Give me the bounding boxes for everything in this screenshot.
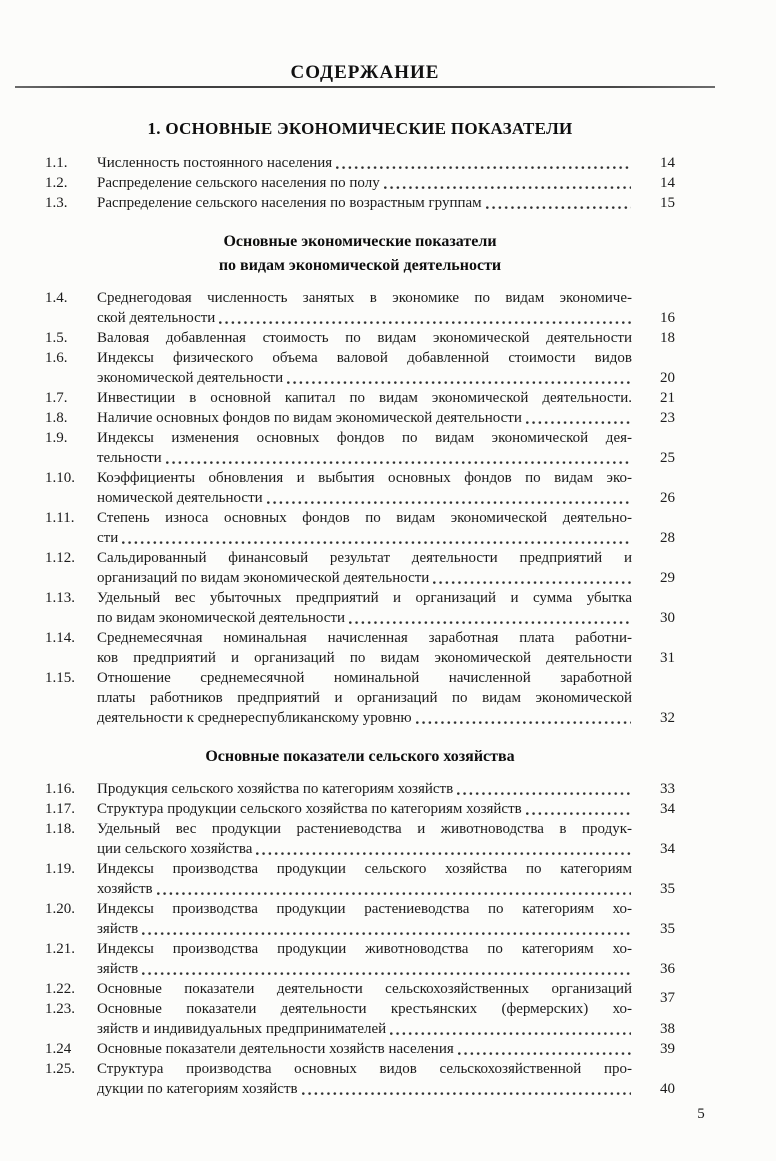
entry-body: [97, 428, 632, 468]
toc-entry: [45, 779, 675, 799]
toc-entry: [45, 548, 675, 588]
dot-leader: [256, 852, 631, 856]
entry-page-number: 20: [660, 370, 675, 386]
entry-text-line: Индексы физического объема валовой добавленной стоимости видов: [97, 350, 632, 366]
entry-text-line: Среднегодовая численность занятых в экономике по видам экономиче-: [97, 290, 632, 306]
toc-entry: [45, 1059, 675, 1099]
dot-leader: [267, 501, 631, 505]
entry-page-number: 35: [660, 921, 675, 937]
entry-text: Структура продукции сельского хозяйства по категориям хозяйств: [97, 801, 522, 817]
toc-entry: [45, 153, 675, 173]
toc-entry: [45, 288, 675, 328]
entry-text: номической деятельности: [97, 490, 263, 506]
entry-body: [97, 779, 632, 799]
entry-text: дукции по категориям хозяйств: [97, 1081, 298, 1097]
entry-text: зяйств и индивидуальных предпринимателей: [97, 1021, 387, 1037]
dot-leader: [349, 621, 631, 625]
toc-entry: [45, 939, 675, 979]
entry-text-line: Валовая добавленная стоимость по видам экономической деятельности: [97, 330, 632, 346]
dot-leader: [458, 1052, 631, 1056]
toc-entry: [45, 899, 675, 939]
entry-text-line: [97, 528, 632, 548]
toc-sections: [0, 117, 776, 1099]
entry-text-line: [97, 193, 632, 213]
toc-entry: [45, 388, 675, 408]
dot-leader: [302, 1092, 631, 1096]
entry-page-number: 25: [660, 450, 675, 466]
entry-text: хозяйств: [97, 881, 153, 897]
dot-leader: [287, 381, 631, 385]
page-number: 5: [697, 1106, 705, 1122]
entry-body: [97, 348, 632, 388]
entry-page-number: 15: [660, 195, 675, 211]
entry-text: Продукция сельского хозяйства по категориям хозяйств: [97, 781, 454, 797]
entry-body: [97, 899, 632, 939]
entry-page-number: 38: [660, 1021, 675, 1037]
entry-body: [97, 668, 632, 728]
entry-number: 1.3.: [45, 195, 68, 211]
entry-number: 1.1.: [45, 155, 68, 171]
dot-leader: [390, 1032, 631, 1036]
entry-body: [97, 408, 632, 428]
entry-text-line: [97, 153, 632, 173]
entry-number: 1.24: [45, 1041, 72, 1057]
entry-text: тельности: [97, 450, 162, 466]
entry-text: Наличие основных фондов по видам экономической деятельности: [97, 410, 522, 426]
toc-entry: [45, 628, 675, 668]
entry-text-line: [97, 779, 632, 799]
toc-entry: [45, 348, 675, 388]
entry-number: 1.10.: [45, 470, 75, 486]
dot-leader: [526, 812, 631, 816]
entry-number: 1.17.: [45, 801, 75, 817]
entry-text: деятельности к среднереспубликанскому уровню: [97, 710, 412, 726]
section-heading: [45, 117, 675, 141]
toc-entry: [45, 1039, 675, 1059]
entry-text-line: Степень износа основных фондов по видам экономической деятельно-: [97, 510, 632, 526]
dot-leader: [384, 186, 631, 190]
entry-text-line: [97, 608, 632, 628]
entry-page-number: 29: [660, 570, 675, 586]
entry-text: Основные показатели деятельности хозяйств населения: [97, 1041, 454, 1057]
entry-number: 1.21.: [45, 941, 75, 957]
entry-text-line: Отношение среднемесячной номинальной начисленной заработной: [97, 670, 632, 686]
entry-number: 1.9.: [45, 430, 68, 446]
entry-body: [97, 288, 632, 328]
section-heading-line: по видам экономической деятельности: [218, 257, 502, 274]
entry-text: зяйств: [97, 921, 139, 937]
entry-number: 1.6.: [45, 350, 68, 366]
entry-body: [97, 508, 632, 548]
dot-leader: [486, 206, 631, 210]
entry-page-number: 35: [660, 881, 675, 897]
entry-text-line: [97, 1079, 632, 1099]
entry-page-number: 34: [660, 841, 675, 857]
entry-page-number: 40: [660, 1081, 675, 1097]
dot-leader: [122, 541, 631, 545]
entry-page-number: 16: [660, 310, 675, 326]
toc-section: [45, 230, 675, 728]
toc-entry: [45, 979, 675, 1006]
entry-page-number: 28: [660, 530, 675, 546]
toc-entry: [45, 468, 675, 508]
dot-leader: [142, 932, 631, 936]
entry-text-line: Среднемесячная номинальная начисленная заработная плата работни-: [97, 630, 632, 646]
entry-text-line: [97, 799, 632, 819]
entry-page-number: 31: [660, 650, 675, 666]
entry-page-number: 39: [660, 1041, 675, 1057]
toc-entry: [45, 428, 675, 468]
entry-text-line: [97, 368, 632, 388]
entry-text: ции сельского хозяйства: [97, 841, 253, 857]
page-title: СОДЕРЖАНИЕ: [290, 62, 440, 83]
title-rule: [15, 86, 715, 88]
entry-body: [97, 173, 632, 193]
entry-text-line: Коэффициенты обновления и выбытия основных фондов по видам эко-: [97, 470, 632, 486]
toc-entry: [45, 508, 675, 548]
entry-number: 1.4.: [45, 290, 68, 306]
entry-text-line: [97, 919, 632, 939]
entry-body: [97, 799, 632, 819]
entry-page-number: 14: [660, 175, 675, 191]
entry-list: [45, 288, 675, 728]
entry-number: 1.20.: [45, 901, 75, 917]
entry-number: 1.12.: [45, 550, 75, 566]
entry-body: [97, 548, 632, 588]
entry-page-number: 34: [660, 801, 675, 817]
entry-body: [97, 1039, 632, 1059]
entry-page-number: 21: [660, 390, 675, 406]
entry-text-line: [97, 1039, 632, 1059]
entry-page-number: 37: [660, 990, 675, 1006]
entry-page-number: 23: [660, 410, 675, 426]
entry-body: [97, 979, 632, 999]
dot-leader: [457, 792, 631, 796]
entry-text-line: Индексы изменения основных фондов по видам экономической дея-: [97, 430, 632, 446]
entry-text-line: [97, 839, 632, 859]
entry-text-line: [97, 173, 632, 193]
entry-list: [45, 779, 675, 1099]
entry-text-line: [97, 308, 632, 328]
toc-entry: [45, 799, 675, 819]
toc-entry: [45, 819, 675, 859]
entry-text-line: Индексы производства продукции животноводства по категориям хо-: [97, 941, 632, 957]
entry-text-line: Индексы производства продукции сельского хозяйства по категориям: [97, 861, 632, 877]
entry-number: 1.14.: [45, 630, 75, 646]
toc-entry: [45, 588, 675, 628]
entry-body: [97, 153, 632, 173]
toc-entry: [45, 328, 675, 348]
entry-text: Распределение сельского населения по полу: [97, 175, 380, 191]
entry-text-line: ков предприятий и организаций по видам экономической деятельности: [97, 650, 632, 666]
entry-text: Распределение сельского населения по возрастным группам: [97, 195, 482, 211]
entry-text: ской деятельности: [97, 310, 216, 326]
entry-text-line: Удельный вес продукции растениеводства и животноводства в продук-: [97, 821, 632, 837]
entry-text: зяйств: [97, 961, 139, 977]
entry-page-number: 18: [660, 330, 675, 346]
entry-text: организаций по видам экономической деятельности: [97, 570, 430, 586]
entry-number: 1.16.: [45, 781, 75, 797]
entry-page-number: 26: [660, 490, 675, 506]
entry-page-number: 30: [660, 610, 675, 626]
entry-text-line: Удельный вес убыточных предприятий и организаций и сумма убытка: [97, 590, 632, 606]
entry-body: [97, 1059, 632, 1099]
entry-body: [97, 628, 632, 668]
dot-leader: [157, 892, 631, 896]
entry-number: 1.22.: [45, 981, 75, 997]
entry-number: 1.25.: [45, 1061, 75, 1077]
entry-text-line: Индексы производства продукции растениеводства по категориям хо-: [97, 901, 632, 917]
entry-text-line: [97, 959, 632, 979]
entry-body: [97, 588, 632, 628]
entry-text-line: [97, 448, 632, 468]
entry-text-line: Инвестиции в основной капитал по видам экономической деятельности.: [97, 390, 632, 406]
entry-body: [97, 193, 632, 213]
entry-number: 1.13.: [45, 590, 75, 606]
entry-number: 1.11.: [45, 510, 75, 526]
entry-text: экономической деятельности: [97, 370, 284, 386]
entry-body: [97, 819, 632, 859]
dot-leader: [219, 321, 631, 325]
entry-body: [97, 388, 632, 408]
entry-page-number: 14: [660, 155, 675, 171]
entry-number: 1.5.: [45, 330, 68, 346]
section-heading-line: Основные показатели сельского хозяйства: [205, 748, 515, 765]
entry-text-line: платы работников предприятий и организаций по видам экономической: [97, 690, 632, 706]
dot-leader: [142, 972, 631, 976]
entry-body: [97, 999, 632, 1039]
entry-text: по видам экономической деятельности: [97, 610, 346, 626]
toc-entry: [45, 999, 675, 1039]
dot-leader: [336, 166, 631, 170]
section-heading: [45, 745, 675, 769]
entry-text-line: [97, 708, 632, 728]
entry-number: 1.18.: [45, 821, 75, 837]
entry-body: [97, 859, 632, 899]
toc-entry: [45, 859, 675, 899]
section-heading-line: Основные экономические показатели: [223, 233, 497, 250]
entry-page-number: 33: [660, 781, 675, 797]
entry-number: 1.7.: [45, 390, 68, 406]
entry-text-line: [97, 1019, 632, 1039]
entry-text-line: Структура производства основных видов сельскохозяйственной про-: [97, 1061, 632, 1077]
entry-number: 1.19.: [45, 861, 75, 877]
entry-text-line: Сальдированный финансовый результат деятельности предприятий и: [97, 550, 632, 566]
toc-section: [45, 745, 675, 1099]
entry-text-line: [97, 879, 632, 899]
toc-section: [45, 117, 675, 213]
entry-number: 1.2.: [45, 175, 68, 191]
entry-page-number: 32: [660, 710, 675, 726]
section-heading-line: 1. ОСНОВНЫЕ ЭКОНОМИЧЕСКИЕ ПОКАЗАТЕЛИ: [147, 119, 573, 138]
entry-text-line: [97, 488, 632, 508]
entry-text: сти: [97, 530, 119, 546]
entry-body: [97, 468, 632, 508]
toc-entry: [45, 668, 675, 728]
entry-text-line: Основные показатели деятельности сельскохозяйственных организаций: [97, 981, 632, 997]
dot-leader: [416, 721, 631, 725]
entry-number: 1.8.: [45, 410, 68, 426]
dot-leader: [526, 421, 631, 425]
entry-text-line: [97, 568, 632, 588]
entry-number: 1.15.: [45, 670, 75, 686]
entry-body: [97, 328, 632, 348]
toc-entry: [45, 173, 675, 193]
entry-list: [45, 153, 675, 213]
dot-leader: [166, 461, 631, 465]
entry-page-number: 36: [660, 961, 675, 977]
entry-text-line: [97, 408, 632, 428]
entry-body: [97, 939, 632, 979]
section-heading: [45, 230, 675, 278]
toc-entry: [45, 193, 675, 213]
entry-number: 1.23.: [45, 1001, 75, 1017]
entry-text-line: Основные показатели деятельности крестьянских (фермерских) хо-: [97, 1001, 632, 1017]
entry-text: Численность постоянного населения: [97, 155, 333, 171]
toc-entry: [45, 408, 675, 428]
dot-leader: [433, 581, 631, 585]
